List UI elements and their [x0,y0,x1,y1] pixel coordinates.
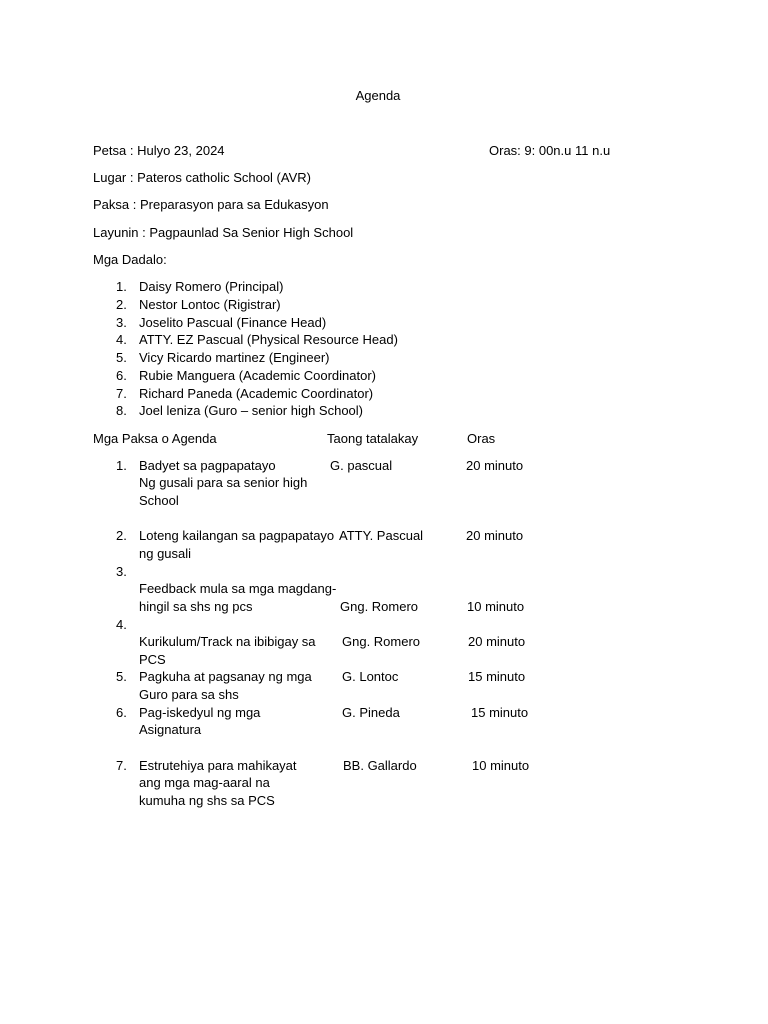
agenda-speaker: Gng. Romero [340,599,419,614]
goal-line: Layunin : Pagpaunlad Sa Senior High School [93,225,354,240]
agenda-speaker: BB. Gallardo [343,758,417,773]
agenda-speaker: G. Lontoc [342,669,399,684]
agenda-number: 3. [116,564,127,579]
agenda-time: 20 minuto [466,528,524,543]
agenda-topic: ng gusali [139,546,192,561]
list-number: 1. [116,279,127,294]
agenda-topic: Ng gusali para sa senior high [139,475,308,490]
agenda-topic: ang mga mag-aaral na [139,775,270,790]
agenda-topic: Badyet sa pagpapatayo [139,458,276,473]
list-text: Vicy Ricardo martinez (Engineer) [139,350,330,365]
agenda-topic: kumuha ng shs sa PCS [139,793,275,808]
agenda-speaker-header: Taong tatalakay [327,431,419,446]
time-line: Oras: 9: 00n.u 11 n.u [489,143,611,158]
agenda-topic: Kurikulum/Track na ibibigay sa [139,634,316,649]
agenda-number: 4. [116,617,127,632]
list-number: 7. [116,386,127,401]
agenda-topic: School [139,493,179,508]
agenda-speaker: G. Pineda [342,705,400,720]
agenda-time: 20 minuto [468,634,526,649]
agenda-time: 15 minuto [468,669,526,684]
list-number: 5. [116,350,127,365]
list-text: Joselito Pascual (Finance Head) [139,315,327,330]
list-text: Rubie Manguera (Academic Coordinator) [139,368,377,383]
agenda-number: 6. [116,705,127,720]
topic-line: Paksa : Preparasyon para sa Edukasyon [93,197,329,212]
list-text: Joel leniza (Guro – senior high School) [139,403,364,418]
agenda-number: 7. [116,758,127,773]
agenda-topic: Pagkuha at pagsanay ng mga [139,669,312,684]
list-number: 3. [116,315,127,330]
agenda-time: 10 minuto [467,599,525,614]
list-text: Daisy Romero (Principal) [139,279,284,294]
list-number: 2. [116,297,127,312]
agenda-topic: Loteng kailangan sa pagpapatayo [139,528,335,543]
agenda-topic: Feedback mula sa mga magdang- [139,581,337,596]
agenda-speaker: G. pascual [330,458,393,473]
agenda-topic-header: Mga Paksa o Agenda [93,431,217,446]
attendees-heading: Mga Dadalo: [93,252,167,267]
list-number: 8. [116,403,127,418]
agenda-topic: hingil sa shs ng pcs [139,599,253,614]
agenda-topic: Asignatura [139,722,202,737]
agenda-number: 1. [116,458,127,473]
list-number: 4. [116,332,127,347]
place-line: Lugar : Pateros catholic School (AVR) [93,170,311,185]
agenda-topic: Guro para sa shs [139,687,239,702]
date-line: Petsa : Hulyo 23, 2024 [93,143,225,158]
agenda-speaker: Gng. Romero [342,634,421,649]
list-text: Richard Paneda (Academic Coordinator) [139,386,374,401]
list-number: 6. [116,368,127,383]
agenda-topic: Estrutehiya para mahikayat [139,758,297,773]
agenda-number: 2. [116,528,127,543]
agenda-time: 10 minuto [472,758,530,773]
agenda-topic: Pag-iskedyul ng mga [139,705,261,720]
agenda-time: 20 minuto [466,458,524,473]
agenda-time-header: Oras [467,431,496,446]
agenda-topic: PCS [139,652,166,667]
page-title: Agenda [355,88,401,103]
agenda-number: 5. [116,669,127,684]
list-text: Nestor Lontoc (Rigistrar) [139,297,281,312]
agenda-time: 15 minuto [471,705,529,720]
list-text: ATTY. EZ Pascual (Physical Resource Head) [139,332,398,347]
agenda-speaker: ATTY. Pascual [339,528,424,543]
